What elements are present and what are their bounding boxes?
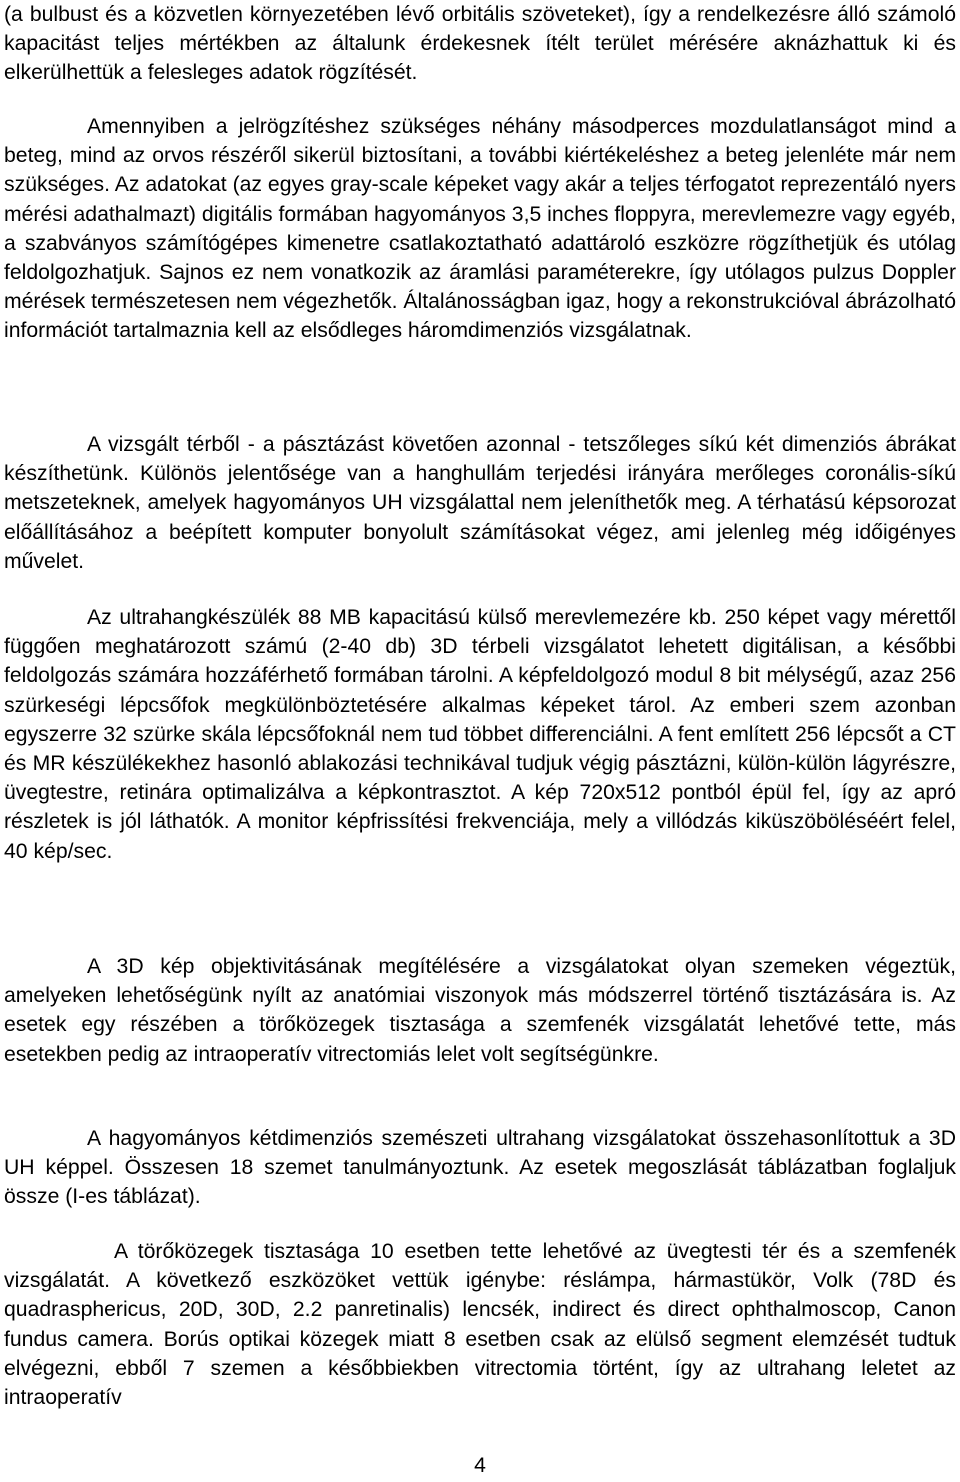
paragraph-continuation: (a bulbust és a közvetlen környezetében lévő orbitális szöveteket), így a rendelkezésre álló számoló kapacitást teljes mértékben az általunk érdekesnek ítélt terület mérésére aknázhattuk ki és elkerülhettük a felesleges adatok rögzítését. (4, 3, 956, 85)
paragraph-data-storage: Amennyiben a jelrögzítéshez szükséges néhány másodperces mozdulatlanságot mind a beteg, mind az orvos részéről sikerül biztosítani, a további kiértékeléshez a beteg jelenléte már nem szükséges. Az adatokat (az egyes gray-scale képeket vagy akár a teljes térfogatot reprezentáló nyers mérési adathalmazt) digitális formában hagyományos 3,5 inches floppyra, merevlemezre vagy egyéb, a szabványos számítógépes kimenetre csatlakoztatható adattároló eszközre rögzíthetjük és utólag feldolgozhatjuk. Sajnos ez nem vonatkozik az áramlási paraméterekre, így utólagos pulzus Doppler mérések természetesen nem végezhetők. Általánosságban igaz, hogy a rekonstrukcióval ábrázolható információt tartalmaznia kell az elsődleges háromdimenziós vizsgálatnak. (4, 115, 956, 343)
paragraph-device-capacity: Az ultrahangkészülék 88 MB kapacitású külső merevlemezére kb. 250 képet vagy mérettől függően meghatározott számú (2-40 db) 3D térbeli vizsgálatot lehetett digitálisan, a későbbi feldolgozás számára hozzáférhető formában tárolni. A képfeldolgozó modul 8 bit mélységű, azaz 256 szürkeségi lépcsőfok megkülönböztetésére alkalmas képeket tárol. Az emberi szem azonban egyszerre 32 szürke skála lépcsőfoknál nem tud többet differenciálni. A fent említett 256 lépcsőt a CT és MR készülékekhez hasonló ablakozási technikával tudjuk végig pásztázni, külön-külön lágyrészre, üvegtestre, retinára optimalizálva a képkontrasztot. A kép 720x512 pontból épül fel, így az apró részletek is jól láthatók. A monitor képfrissítési frekvenciája, mely a villódzás kiküszöböléséért felel, 40 kép/sec. (4, 606, 956, 863)
paragraph-2d-sections: A vizsgált térből - a pásztázást követően azonnal - tetszőleges síkú két dimenziós ábrákat készíthetünk. Különös jelentősége van a hanghullám terjedési irányára merőleges coronális-síkú metszeteknek, amelyek hagyományos UH vizsgálattal nem jeleníthetők meg. A térhatású képsorozat előállításához a beépített komputer bonyolult számításokat végez, ami jelenleg még időigényes művelet. (4, 433, 956, 573)
paragraph-media-clarity: A törőközegek tisztasága 10 esetben tette lehetővé az üvegtesti tér és a szemfenék vizsgálatát. A következő eszközöket vettük igénybe: réslámpa, hármastükör, Volk (78D és quadrasphericus, 20D, 30D, 2.2 panretinalis) lencsék, indirect és direct ophthalmoscop, Canon fundus camera. Borús optikai közegek miatt 8 esetben csak az elülső segment elemzését tudtuk elvégezni, ebből 7 szemen a későbbiekben vitrectomia történt, így az ultrahang leletet az intraoperatív (4, 1240, 956, 1410)
page-number: 4 (474, 1454, 486, 1477)
paragraph-3d-objectivity: A 3D kép objektivitásának megítélésére a vizsgálatokat olyan szemeken végeztük, amelyeken lehetőségünk nyílt az anatómiai viszonyok más módszerrel történő tisztázására is. Az esetek egy részében a törőközegek tisztasága a szemfenék vizsgálatát lehetővé tette, más esetekben pedig az intraoperatív vitrectomiás lelet volt segítségünkre. (4, 955, 956, 1066)
paragraph-comparison: A hagyományos kétdimenziós szemészeti ultrahang vizsgálatokat összehasonlítottuk a 3D UH képpel. Összesen 18 szemet tanulmányoztunk. Az esetek megoszlását táblázatban foglaljuk össze (I-es táblázat). (4, 1127, 956, 1209)
